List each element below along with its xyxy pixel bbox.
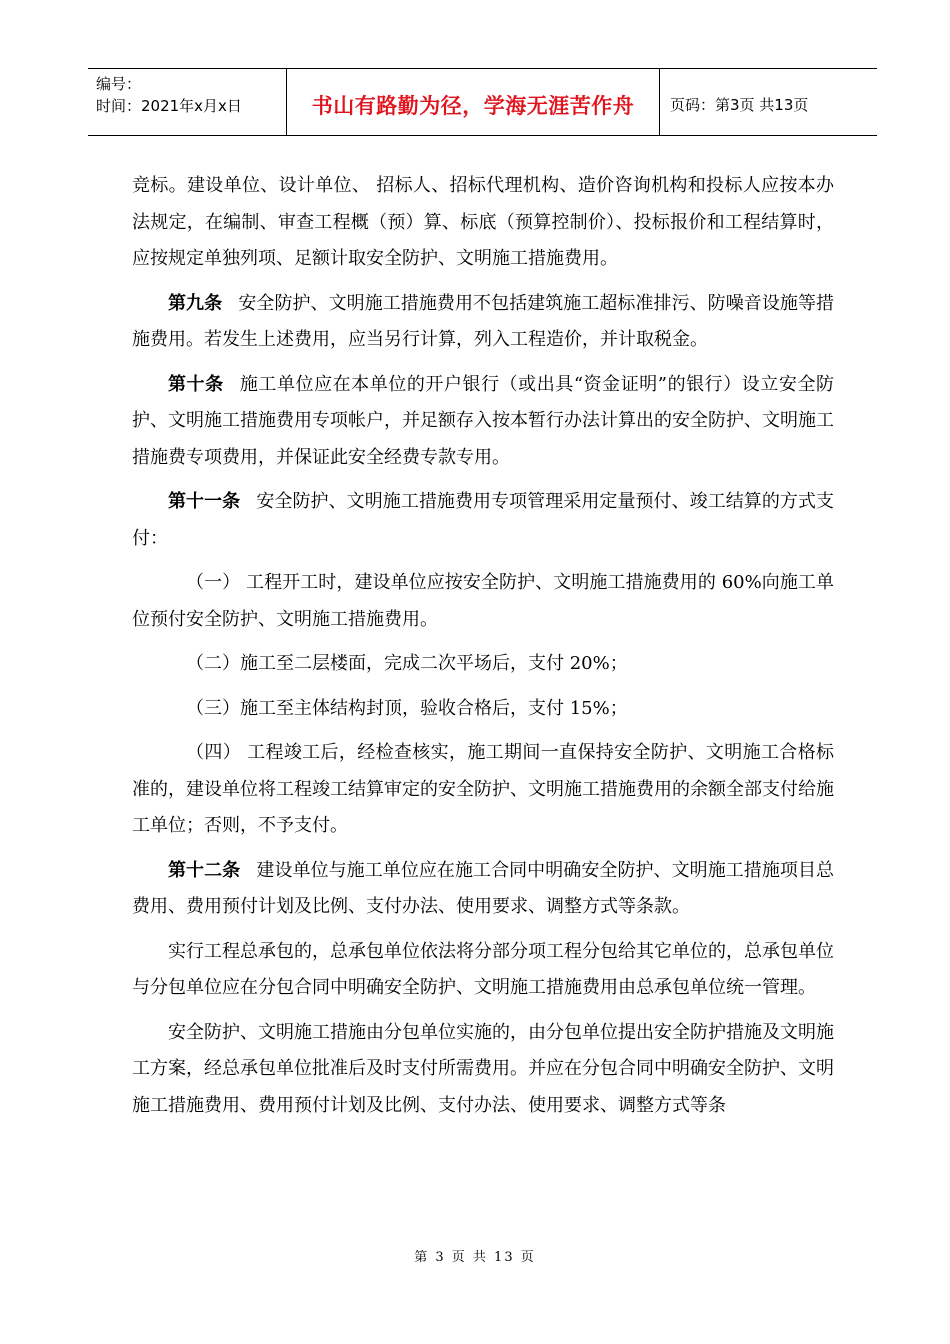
article-12 — [132, 853, 834, 926]
header-meta-cell — [88, 69, 287, 135]
header-motto-cell — [287, 69, 660, 135]
article-10-text: 施工单位应在本单位的开户银行（或出具“资金证明”的银行）设立安全防护、文明施工措施费用专项帐户，并足额存入按本暂行办法计算出的安全防护、文明施工措施费专项费用，并保证此安全经费专款专用。 — [132, 373, 835, 468]
document-number-label: 编号： — [96, 75, 142, 93]
article-12-title: 第十二条 — [168, 859, 241, 881]
paragraph-continued: 竞标。建设单位、设计单位、 招标人、招标代理机构、造价咨询机构和投标人应按本办法规定，在编制、审查工程概（预）算、标底（预算控制价）、投标报价和工程结算时，应按规定单独列项、足额计取安全防护、文明施工措施费用。 — [132, 175, 834, 269]
article-11 — [132, 484, 834, 557]
article-11-title: 第十一条 — [168, 491, 241, 512]
article-12-paragraph-2: 实行工程总承包的，总承包单位依法将分部分项工程分包给其它单位的，总承包单位与分包单位应在分包合同中明确安全防护、文明施工措施费用由总承包单位统一管理。 — [132, 940, 834, 998]
header-motto: 书山有路勤为径，学海无涯苦作舟 — [311, 94, 635, 118]
article-9-title: 第九条 — [168, 292, 223, 314]
article-11-item-1: （一） 工程开工时，建设单位应按安全防护、文明施工措施费用的 60%向施工单位预付安全防护、文明施工措施费用。 — [132, 572, 834, 630]
document-body — [132, 168, 834, 1132]
document-time-label: 时间：2021年x月x日 — [96, 97, 242, 115]
header-page-cell — [660, 69, 877, 135]
article-11-text: 安全防护、文明施工措施费用专项管理采用定量预付、竣工结算的方式支付： — [132, 491, 835, 549]
header-page-label: 页码：第3页 共13页 — [670, 95, 809, 114]
document-header — [88, 68, 877, 136]
article-9 — [132, 286, 834, 359]
article-10 — [132, 367, 834, 477]
article-12-text: 建设单位与施工单位应在施工合同中明确安全防护、文明施工措施项目总费用、费用预付计划及比例、支付办法、使用要求、调整方式等条款。 — [132, 859, 835, 917]
page-footer: 第 3 页 共 13 页 — [414, 1250, 536, 1265]
article-11-item-3: （三）施工至主体结构封顶，验收合格后，支付 15%； — [186, 697, 628, 719]
article-9-text: 安全防护、文明施工措施费用不包括建筑施工超标准排污、防噪音设施等措施费用。若发生上述费用，应当另行计算，列入工程造价，并计取税金。 — [132, 292, 834, 350]
article-11-item-4: （四） 工程竣工后，经检查核实，施工期间一直保持安全防护、文明施工合格标准的，建设单位将工程竣工结算审定的安全防护、文明施工措施费用的余额全部支付给施工单位；否则，不予支付。 — [132, 742, 834, 836]
article-11-item-2: （二）施工至二层楼面，完成二次平场后，支付 20%； — [186, 653, 628, 674]
article-10-title: 第十条 — [168, 373, 224, 395]
article-12-paragraph-3: 安全防护、文明施工措施由分包单位实施的，由分包单位提出安全防护措施及文明施工方案，经总承包单位批准后及时支付所需费用。并应在分包合同中明确安全防护、文明施工措施费用、费用预付计划及比例、支付办法、使用要求、调整方式等条 — [132, 1021, 834, 1116]
